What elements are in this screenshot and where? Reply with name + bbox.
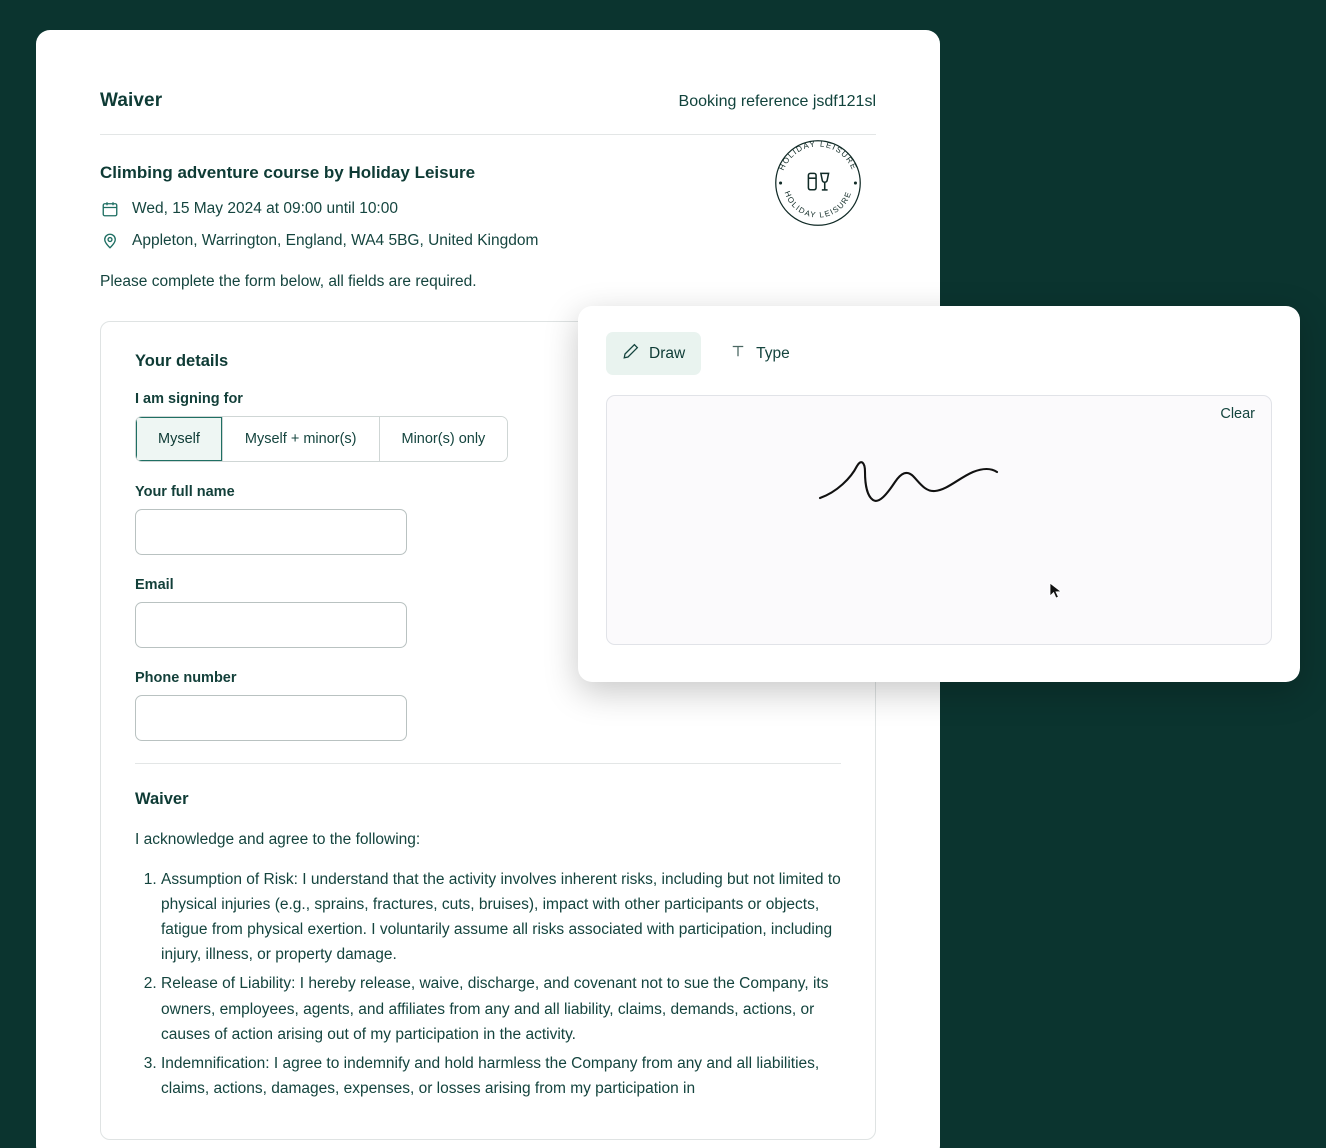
email-label: Email (135, 577, 174, 593)
tab-type-label: Type (756, 344, 790, 362)
full-name-label: Your full name (135, 484, 235, 500)
signature-mode-tabs (606, 332, 1272, 375)
phone-label: Phone number (135, 670, 237, 686)
list-item: 2. Release of Liability: I hereby release, waive, discharge, and covenant not to sue the Company, its owners, employees, agents, and affiliates from any and all liability, claims, demands, actions, or causes of action arising out of my participation in the activity. (161, 971, 841, 1046)
event-location-row (100, 231, 876, 251)
card-header (100, 90, 876, 135)
text-icon (729, 342, 747, 365)
list-item: 3. Indemnification: I agree to indemnify and hold harmless the Company from any and all liabilities, claims, actions, damages, expenses, or losses arising from my participation in (161, 1051, 841, 1101)
pen-icon (622, 342, 640, 365)
event-summary (100, 135, 876, 291)
email-input[interactable] (135, 602, 407, 648)
full-name-input[interactable] (135, 509, 407, 555)
svg-text:HOLIDAY LEISURE: HOLIDAY LEISURE (777, 139, 859, 172)
map-pin-icon (100, 231, 120, 251)
waiver-lead-text: I acknowledge and agree to the following: (135, 831, 421, 848)
signature-ink (817, 456, 1047, 531)
tab-draw-label: Draw (649, 344, 686, 362)
waiver-section-title: Waiver (135, 790, 189, 808)
signing-for-option-minors-only[interactable]: Minor(s) only (380, 417, 508, 461)
booking-reference: Booking reference jsdf121sl (678, 93, 876, 110)
mouse-cursor (1049, 582, 1063, 605)
signing-for-label: I am signing for (135, 391, 243, 407)
event-date-text: Wed, 15 May 2024 at 09:00 until 10:00 (132, 200, 398, 217)
svg-text:HOLIDAY LEISURE: HOLIDAY LEISURE (782, 189, 854, 220)
details-section-title: Your details (135, 352, 229, 370)
signing-for-segmented-control[interactable] (135, 416, 508, 462)
signing-for-option-myself-plus-minors[interactable]: Myself + minor(s) (223, 417, 380, 461)
clear-signature-button[interactable]: Clear (1220, 406, 1255, 422)
signature-popover (578, 306, 1300, 682)
event-title: Climbing adventure course by Holiday Leisure (100, 163, 476, 182)
tab-type[interactable] (713, 332, 806, 375)
tab-draw[interactable] (606, 332, 701, 375)
holiday-leisure-badge-logo (770, 135, 866, 231)
signing-for-option-myself[interactable]: Myself (136, 417, 223, 461)
waiver-clause-list (135, 867, 841, 1101)
list-item: 1. Assumption of Risk: I understand that the activity involves inherent risks, including but not limited to physical injuries (e.g., sprains, fractures, cuts, bruises), impact with other participants or objects, fatigue from physical exertion. I voluntarily assume all risks associated with participation, including injury, illness, or property damage. (161, 867, 841, 967)
page-title: Waiver (100, 90, 163, 111)
form-instructions: Please complete the form below, all fields are required. (100, 273, 477, 290)
event-location-text: Appleton, Warrington, England, WA4 5BG, United Kingdom (132, 232, 539, 249)
calendar-icon (100, 199, 120, 219)
section-divider (135, 763, 841, 764)
signature-canvas[interactable] (606, 395, 1272, 645)
event-date-row (100, 199, 876, 219)
phone-input[interactable] (135, 695, 407, 741)
